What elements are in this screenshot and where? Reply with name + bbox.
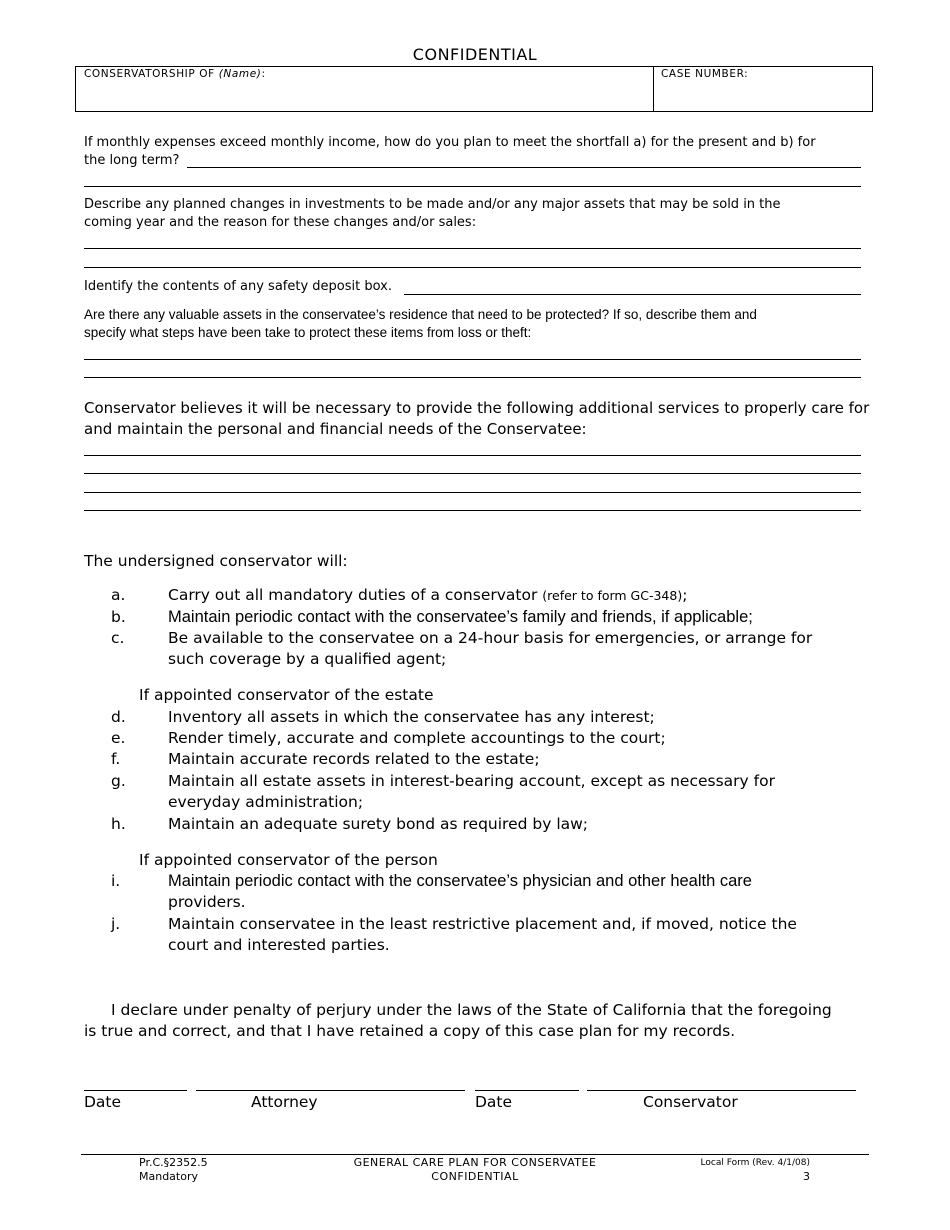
date-signature-line[interactable] [84,1090,187,1091]
answer-line[interactable] [187,167,861,168]
case-header-box [75,66,873,112]
attorney-label: Attorney [251,1093,318,1111]
question-investments: Describe any planned changes in investments to be made and/or any major assets that may be sold in the coming year and the reason for these changes and/or sales: [84,197,781,230]
answer-line[interactable] [84,359,861,360]
answer-line[interactable] [84,473,861,474]
date-label: Date [475,1093,513,1111]
answer-line[interactable] [84,377,861,378]
header-divider [653,67,654,111]
declaration: I declare under penalty of perjury under the laws of the State of California that the foregoing is true and correct, and that I have retained a copy of this case plan for my records. [84,1001,832,1040]
date-label: Date [84,1093,122,1111]
duty-c: c. Be available to the conservatee on a 24-hour basis for emergencies, or arrange for such coverage by a qualified agent; [111,629,813,668]
duty-i: i. Maintain periodic contact with the conservatee’s physician and other health care providers. [111,872,752,911]
duty-g: g. Maintain all estate assets in interest-bearing account, except as necessary for everyday administration; [111,772,775,811]
footer-revision: Local Form (Rev. 4/1/08) 3 [620,1156,810,1184]
conservatorship-label: CONSERVATORSHIP OF (Name): [84,68,266,80]
conservator-signature-line[interactable] [587,1090,856,1091]
duty-d: d. Inventory all assets in which the conservatee has any interest; [111,708,655,726]
duty-a: a. Carry out all mandatory duties of a conservator (refer to form GC-348); [111,586,688,604]
page-title: CONFIDENTIAL [412,45,538,64]
footer-code: Pr.C.§2352.5 Mandatory [139,1156,208,1183]
answer-line[interactable] [404,294,861,295]
duty-b: b. Maintain periodic contact with the conservatee’s family and friends, if applicable; [111,608,753,626]
answer-line[interactable] [84,267,861,268]
answer-line[interactable] [84,248,861,249]
duties-intro: The undersigned conservator will: [84,552,348,570]
duty-j: j. Maintain conservatee in the least restrictive placement and, if moved, notice the court and interested parties. [111,915,797,954]
attorney-signature-line[interactable] [196,1090,465,1091]
conservator-label: Conservator [643,1093,738,1111]
answer-line[interactable] [84,510,861,511]
page-number: 3 [803,1170,810,1183]
duty-e: e. Render timely, accurate and complete accountings to the court; [111,729,666,747]
question-safety-deposit: Identify the contents of any safety deposit box. [84,279,392,294]
footer-divider [81,1154,869,1155]
footer-form-title: GENERAL CARE PLAN FOR CONSERVATEE CONFIDENTIAL [353,1156,597,1183]
question-valuable-assets: Are there any valuable assets in the conservatee’s residence that need to be protected? If so, describe them and specify what steps have been take to protect these items from loss or theft: [84,307,757,340]
answer-line[interactable] [84,186,861,187]
estate-heading: If appointed conservator of the estate [139,686,434,704]
person-heading: If appointed conservator of the person [139,851,438,869]
duty-h: h. Maintain an adequate surety bond as required by law; [111,815,589,833]
duty-f: f. Maintain accurate records related to the estate; [111,750,540,768]
question-additional-services: Conservator believes it will be necessary to provide the following additional services to properly care for and maintain the personal and financial needs of the Conservatee: [84,399,870,438]
question-shortfall: If monthly expenses exceed monthly income, how do you plan to meet the shortfall a) for the present and b) for the long term? [84,135,816,168]
answer-line[interactable] [84,455,861,456]
answer-line[interactable] [84,492,861,493]
date-signature-line[interactable] [475,1090,579,1091]
case-number-label: CASE NUMBER: [661,68,749,80]
